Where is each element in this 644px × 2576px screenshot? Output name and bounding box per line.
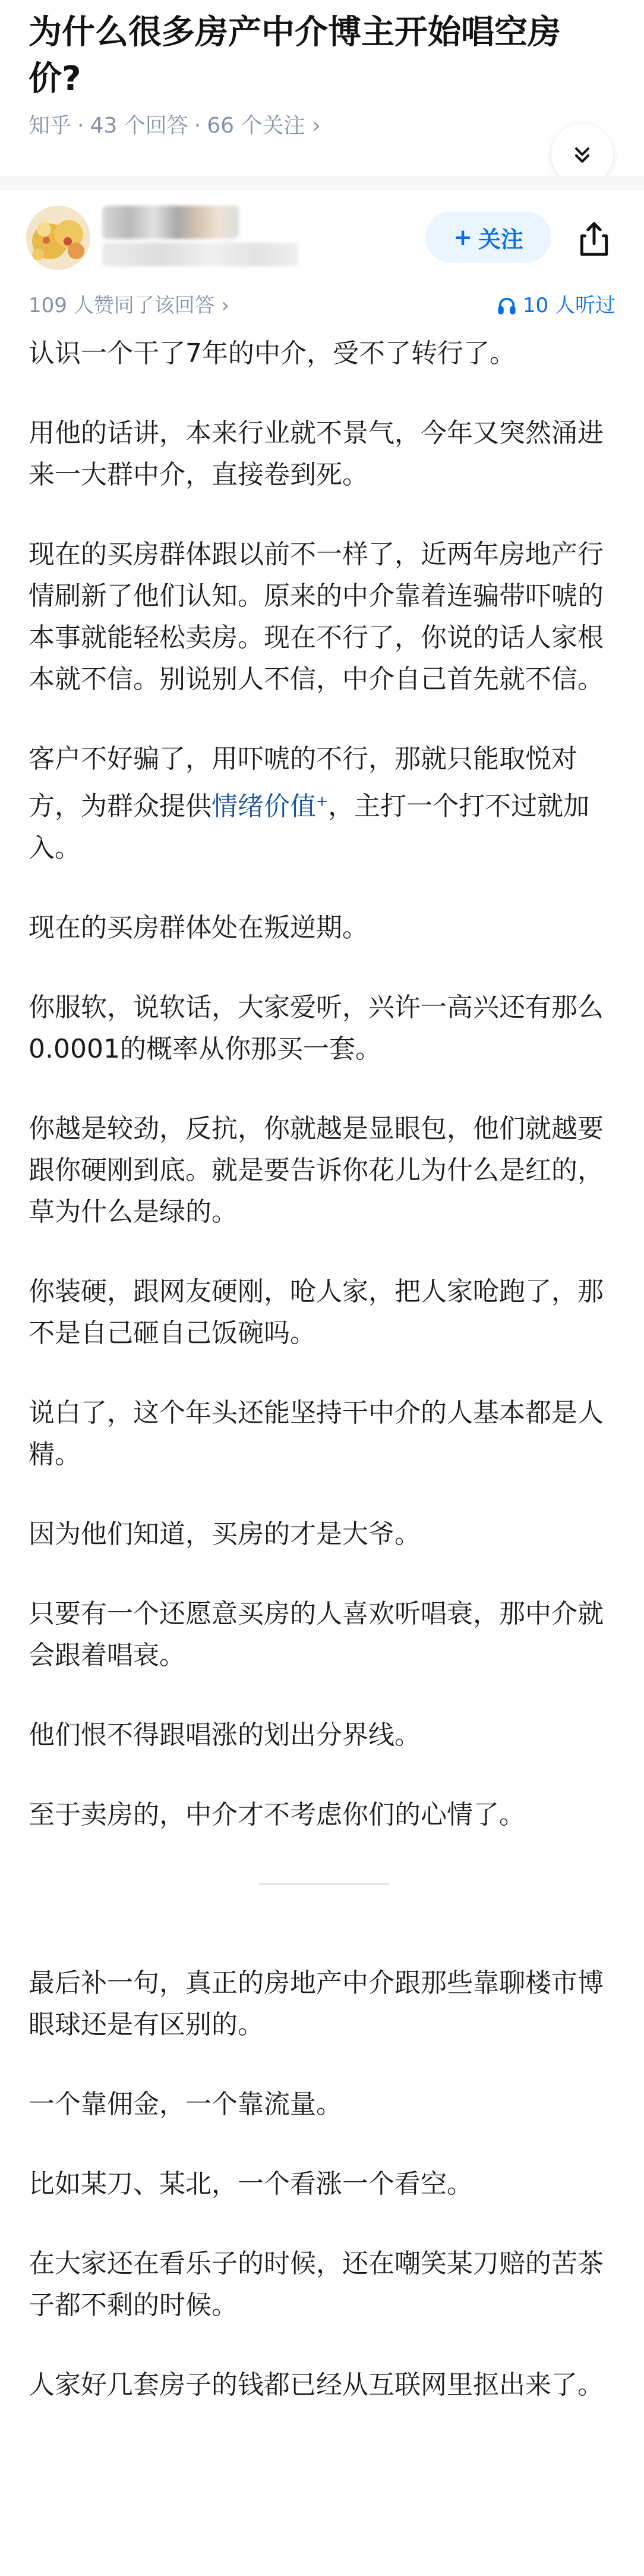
question-title[interactable]: 为什么很多房产中介博主开始唱空房价? — [29, 13, 561, 98]
follow-label: 关注 — [478, 226, 523, 253]
follow-button[interactable] — [425, 212, 551, 263]
chevron-right-icon: › — [312, 114, 321, 138]
paragraph: 在大家还在看乐子的时候，还在嘲笑某刀赔的苦茶子都不剩的时候。 — [29, 2248, 604, 2320]
section-divider — [0, 176, 644, 190]
paragraph: 至于卖房的，中介才不考虑你们的心情了。 — [29, 1799, 525, 1830]
double-chevron-down-icon — [570, 143, 594, 166]
paragraph: 最后补一句，真正的房地产中介跟那些靠聊楼市博眼球还是有区别的。 — [29, 1967, 604, 2040]
paragraph: 因为他们知道，买房的才是大爷。 — [29, 1518, 421, 1549]
paragraph: 人家好几套房子的钱都已经从互联网里抠出来了。 — [29, 2369, 604, 2400]
question-meta[interactable]: 知乎 · 43 个回答 · 66 个关注 › — [29, 114, 321, 138]
answers-count: 43 个回答 — [90, 114, 188, 138]
paragraph: 你越是较劲，反抗，你就越是显眼包，他们就越要跟你硬刚到底。就是要告诉你花儿为什么是红的，草为什么是绿的。 — [29, 1113, 604, 1227]
listen-button[interactable] — [497, 291, 615, 320]
headphones-icon — [497, 295, 517, 316]
paragraph: 认识一个干了7年的中介，受不了转行了。 — [29, 338, 516, 369]
paragraph: 用他的话讲，本来行业就不景气，今年又突然涌进来一大群中介，直接卷到死。 — [29, 418, 604, 490]
paragraph: 你装硬，跟网友硬刚，呛人家，把人家呛跑了，那不是自己砸自己饭碗吗。 — [29, 1276, 604, 1348]
plus-icon: + — [453, 224, 472, 250]
keyword-link[interactable]: 情绪价值+ — [211, 791, 329, 822]
paragraph: 现在的买房群体处在叛逆期。 — [29, 912, 368, 943]
paragraph: 客户不好骗了，用吓唬的不行，那就只能取悦对方，为群众提供情绪价值+，主打一个打不过就加入。 — [29, 744, 590, 863]
listen-count: 10 人听过 — [522, 294, 615, 317]
author-name[interactable] — [102, 206, 239, 239]
share-icon — [576, 221, 613, 257]
paragraph: 他们恨不得跟唱涨的划出分界线。 — [29, 1719, 421, 1750]
paragraph: 一个靠佣金，一个靠流量。 — [29, 2089, 342, 2119]
author-bio — [102, 243, 298, 266]
paragraph: 只要有一个还愿意买房的人喜欢听唱衰，那中介就会跟着唱衰。 — [29, 1598, 604, 1671]
upvote-count: 109 人赞同了该回答 — [29, 294, 215, 317]
paragraph: 说白了，这个年头还能坚持干中介的人基本都是人精。 — [29, 1397, 604, 1470]
content-separator — [259, 1883, 390, 1885]
source-label: 知乎 — [29, 114, 72, 138]
followers-count: 66 个关注 — [207, 114, 305, 138]
search-mark-icon: + — [316, 792, 329, 809]
paragraph: 现在的买房群体跟以前不一样了，近两年房地产行情刷新了他们认知。原来的中介靠着连骗带吓唬的本事就能轻松卖房。现在不行了，你说的话人家根本就不信。别说别人不信，中介自己首先就不信。 — [29, 539, 604, 694]
upvote-summary[interactable] — [29, 291, 229, 320]
paragraph: 你服软，说软话，大家爱听，兴许一高兴还有那么0.0001的概率从你那买一套。 — [29, 992, 604, 1064]
avatar[interactable] — [26, 206, 90, 270]
chevron-right-icon: › — [221, 294, 230, 317]
answer-content — [29, 333, 620, 2444]
share-button[interactable] — [573, 218, 615, 260]
paragraph: 比如某刀、某北，一个看涨一个看空。 — [29, 2168, 473, 2199]
